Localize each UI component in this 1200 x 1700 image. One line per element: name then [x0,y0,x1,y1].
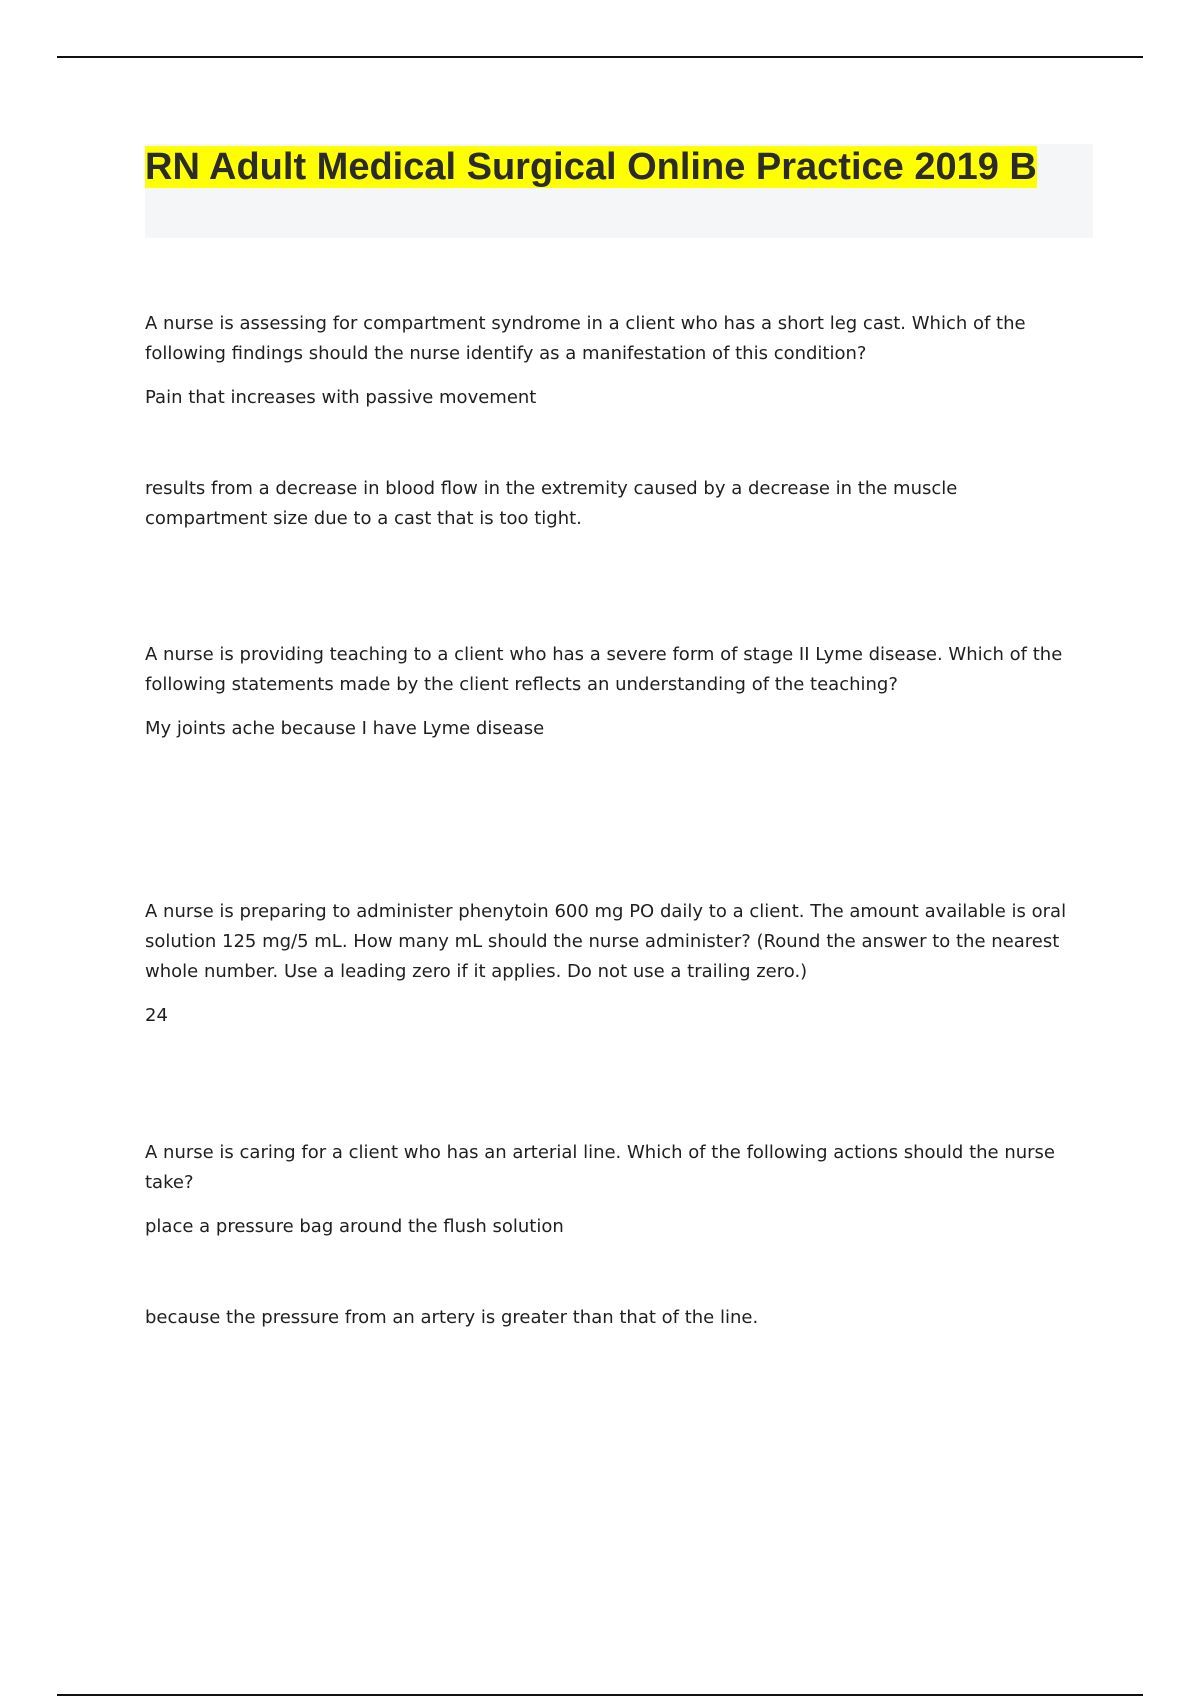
answer-2: My joints ache because I have Lyme disease [145,718,545,739]
rationale-1: results from a decrease in blood flow in the extremity caused by a decrease in the muscle compartment size due to a cast that is too tight. [145,478,958,529]
answer-1: Pain that increases with passive movement [145,387,537,408]
answer-4: place a pressure bag around the flush solution [145,1216,564,1237]
rationale-4: because the pressure from an artery is greater than that of the line. [145,1307,759,1328]
title-block [145,144,1093,238]
question-3: A nurse is preparing to administer phenytoin 600 mg PO daily to a client. The amount available is oral solution 125 mg/5 mL. How many mL should the nurse administer? (Round the answer to the nearest whole number. Use a leading zero if it applies. Do not use a trailing zero.) [145,901,1067,982]
question-4: A nurse is caring for a client who has an arterial line. Which of the following actions should the nurse take? [145,1142,1056,1193]
document-title: RN Adult Medical Surgical Online Practice 2019 B [145,146,1037,188]
header-rule [57,56,1143,58]
footer-rule [57,1694,1143,1696]
question-2: A nurse is providing teaching to a client who has a severe form of stage II Lyme disease. Which of the following statements made by the client reflects an understanding of the teaching? [145,644,1063,695]
question-1: A nurse is assessing for compartment syndrome in a client who has a short leg cast. Which of the following findings should the nurse identify as a manifestation of this condition? [145,313,1026,364]
answer-3: 24 [145,1005,168,1026]
